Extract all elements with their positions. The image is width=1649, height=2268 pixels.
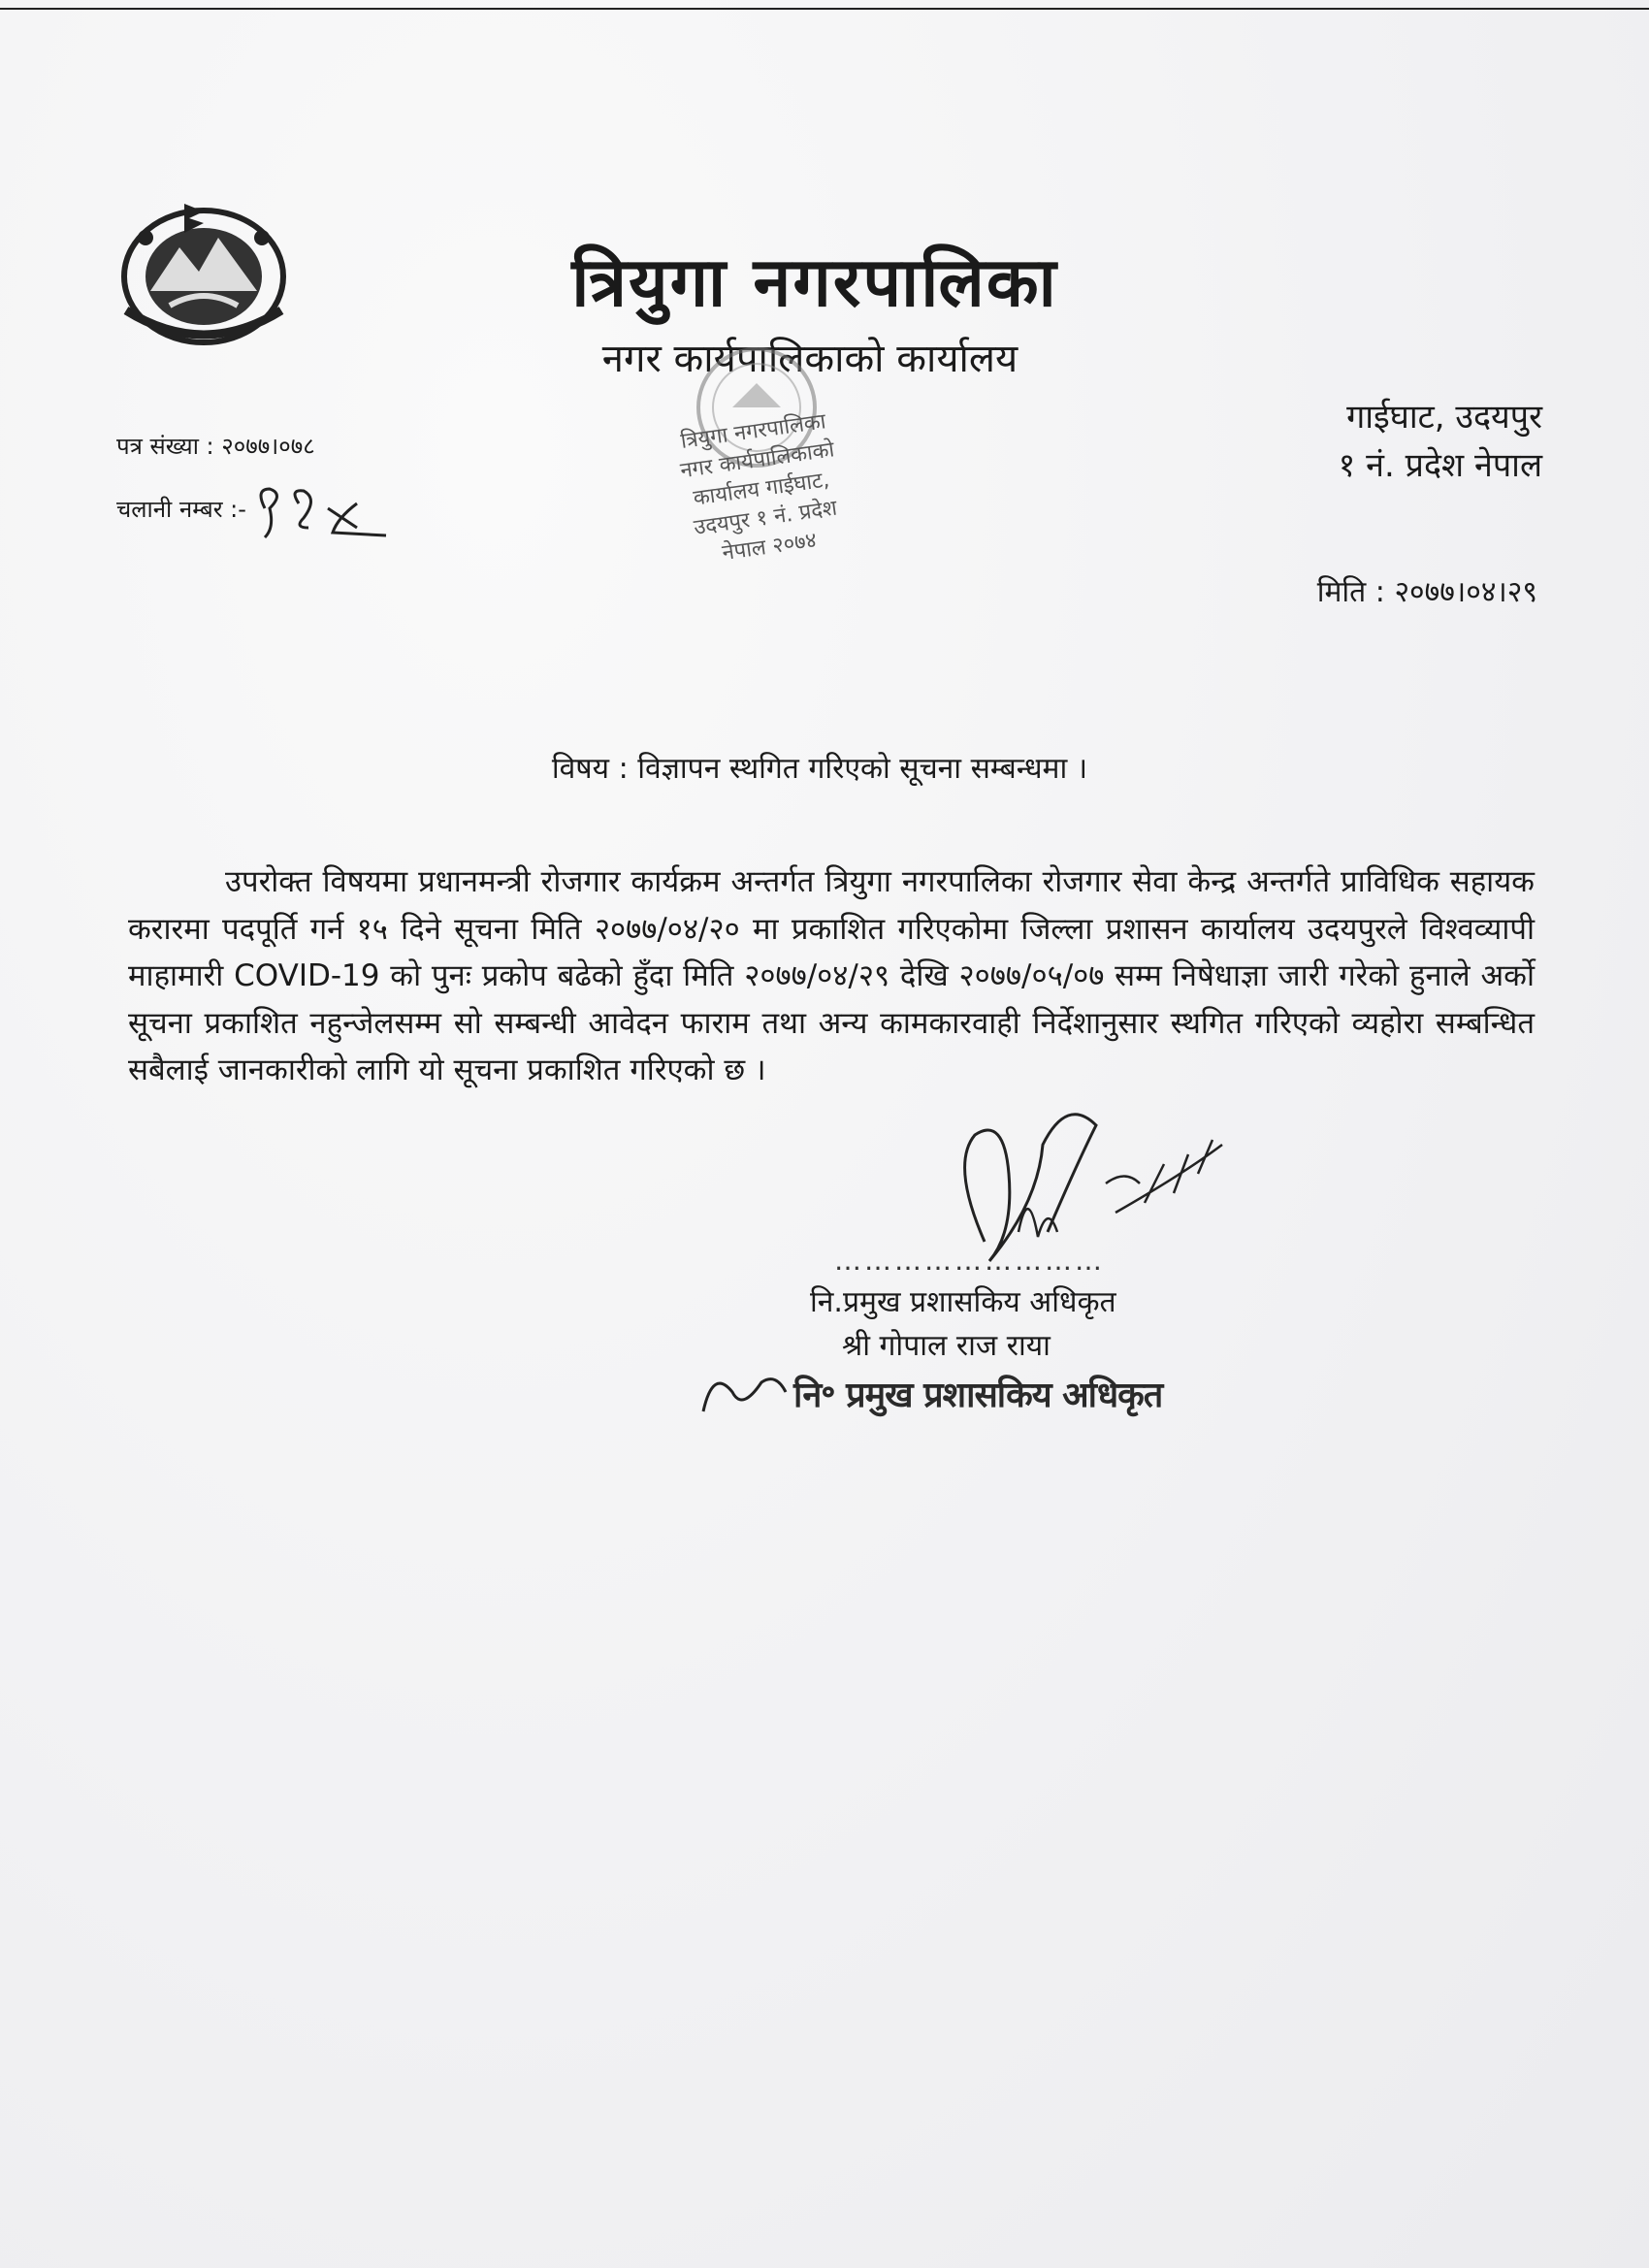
dispatch-number-label: चलानी नम्बर :- [116, 496, 246, 523]
address-line-1: गाईघाट, उदयपुर [1346, 398, 1542, 437]
office-subtitle: नगर कार्यपालिकाको कार्यालय [601, 337, 1018, 381]
letter-number: पत्र संख्या : २०७७।०७८ [116, 433, 315, 460]
letter-body [128, 859, 1535, 1094]
signatory-title: नि.प्रमुख प्रशासकिय अधिकृत [810, 1285, 1116, 1319]
top-border-line [0, 8, 1649, 10]
address-line-2: १ नं. प्रदेश नेपाल [1338, 446, 1542, 485]
signatory-stamp-text: नि॰ प्रमुख प्रशासकिय अधिकृत [793, 1376, 1163, 1415]
signatory-name: श्री गोपाल राज राया [842, 1329, 1051, 1363]
office-stamp-text: त्रियुगा नगरपालिका नगर कार्यपालिकाको कार्यालय गाईघाट, उदयपुर १ नं. प्रदेश नेपाल २०७४ [678, 409, 839, 567]
signature-dotted-line: ……………………… [834, 1245, 1105, 1277]
body-paragraph: उपरोक्त विषयमा प्रधानमन्त्री रोजगार कार्यक्रम अन्तर्गत त्रियुगा नगरपालिका रोजगार सेवा केन्द्र अन्तर्गते प्राविधिक सहायक करारमा पदपूर्ति गर्न १५ दिने सूचना मिति २०७७/०४/२० मा प्रकाशित गरिएकोमा जिल्ला प्रशासन कार्यालय उदयपुरले विश्वव्यापी माहामारी COVID-19 को पुनः प्रकोप बढेको हुँदा मिति २०७७/०४/२९ देखि २०७७/०५/०७ सम्म निषेधाज्ञा जारी गरेको हुनाले अर्को सूचना प्रकाशित नहुन्जेलसम्म सो सम्बन्धी आवेदन फाराम तथा अन्य कामकारवाही निर्देशानुसार स्थगित गरिएको व्यहोरा सम्बन्धित सबैलाई जानकारीको लागि यो सूचना प्रकाशित गरिएको छ । [128, 864, 1535, 1087]
office-name: त्रियुगा नगरपालिका [571, 243, 1058, 322]
office-address [1339, 393, 1542, 490]
letter-subject: विषय : विज्ञापन स्थगित गरिएको सूचना सम्बन्धमा । [551, 752, 1088, 786]
dispatch-number-handwritten-icon [250, 479, 396, 547]
letter-date: मिति : २०७७।०४।२९ [1316, 575, 1537, 609]
